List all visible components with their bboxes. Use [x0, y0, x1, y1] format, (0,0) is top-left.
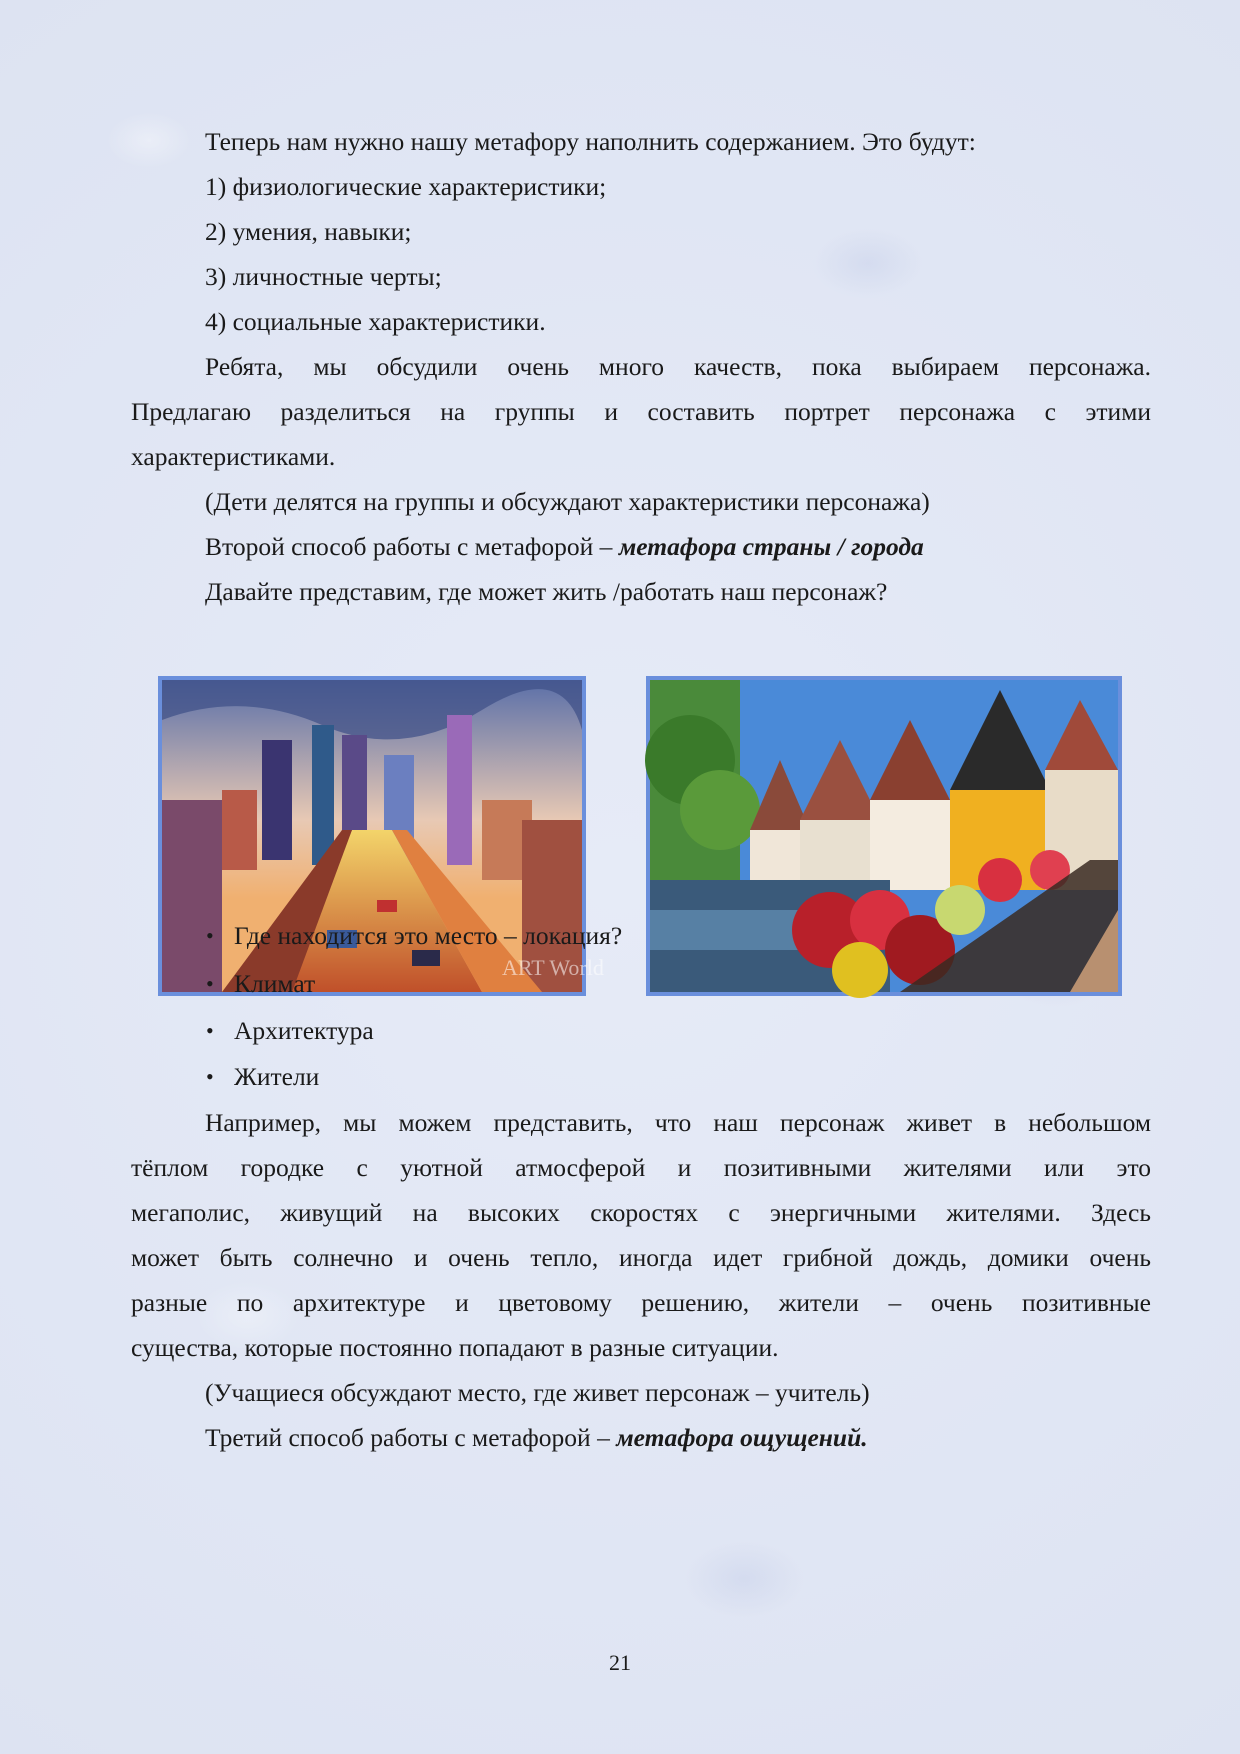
paragraph-example-line5: разные по архитектуре и цветовому решению, жители – очень позитивные	[131, 1288, 1151, 1317]
list-item-1: 1) физиологические характеристики;	[205, 172, 607, 201]
third-method-emphasis: метафора ощущений.	[616, 1423, 868, 1452]
paragraph-example-line1: Например, мы можем представить, что наш персонаж живет в небольшом	[205, 1108, 1151, 1137]
paragraph-example-line6: существа, которые постоянно попадают в разные ситуации.	[131, 1333, 779, 1362]
paragraph-third-method	[205, 1422, 868, 1454]
paragraph-groups-line2: Предлагаю разделиться на группы и составить портрет персонажа с этими	[131, 397, 1151, 426]
bullet-dot-4: •	[206, 1064, 214, 1089]
second-method-emphasis: метафора страны / города	[618, 532, 924, 561]
paragraph-imagine: Давайте представим, где может жить /работать наш персонаж?	[205, 577, 888, 606]
second-method-prefix: Второй способ работы с метафорой –	[205, 532, 619, 561]
canal-town-image	[646, 676, 1122, 996]
bullet-location: Где находится это место – локация?	[234, 921, 623, 950]
paragraph-example-line3: мегаполис, живущий на высоких скоростях с энергичными жителями. Здесь	[131, 1198, 1151, 1227]
paragraph-intro: Теперь нам нужно нашу метафору наполнить содержанием. Это будут:	[205, 127, 976, 156]
paragraph-second-method	[205, 531, 924, 563]
bullet-residents: Жители	[234, 1062, 320, 1091]
page-number: 21	[609, 1650, 631, 1675]
bullet-dot-3: •	[206, 1018, 214, 1043]
paragraph-groups-line3: характеристиками.	[131, 442, 336, 471]
canal-town-graphic	[650, 680, 1118, 992]
list-item-3: 3) личностные черты;	[205, 262, 442, 291]
bullet-architecture: Архитектура	[234, 1016, 374, 1045]
paragraph-students: (Учащиеся обсуждают место, где живет персонаж – учитель)	[205, 1378, 870, 1407]
bullet-dot-1: •	[206, 923, 214, 948]
paragraph-groups-line1: Ребята, мы обсудили очень много качеств, пока выбираем персонажа.	[205, 352, 1151, 381]
list-item-4: 4) социальные характеристики.	[205, 307, 546, 336]
bullet-climate: Климат	[234, 969, 316, 998]
list-item-2: 2) умения, навыки;	[205, 217, 412, 246]
paragraph-example-line4: может быть солнечно и очень тепло, иногда идет грибной дождь, домики очень	[131, 1243, 1151, 1272]
bullet-dot-2: •	[206, 971, 214, 996]
third-method-prefix: Третий способ работы с метафорой –	[205, 1423, 617, 1452]
watermark-text: ART World	[502, 955, 604, 980]
paragraph-children: (Дети делятся на группы и обсуждают характеристики персонажа)	[205, 487, 930, 516]
paragraph-example-line2: тёплом городке с уютной атмосферой и позитивными жителями или это	[131, 1153, 1151, 1182]
